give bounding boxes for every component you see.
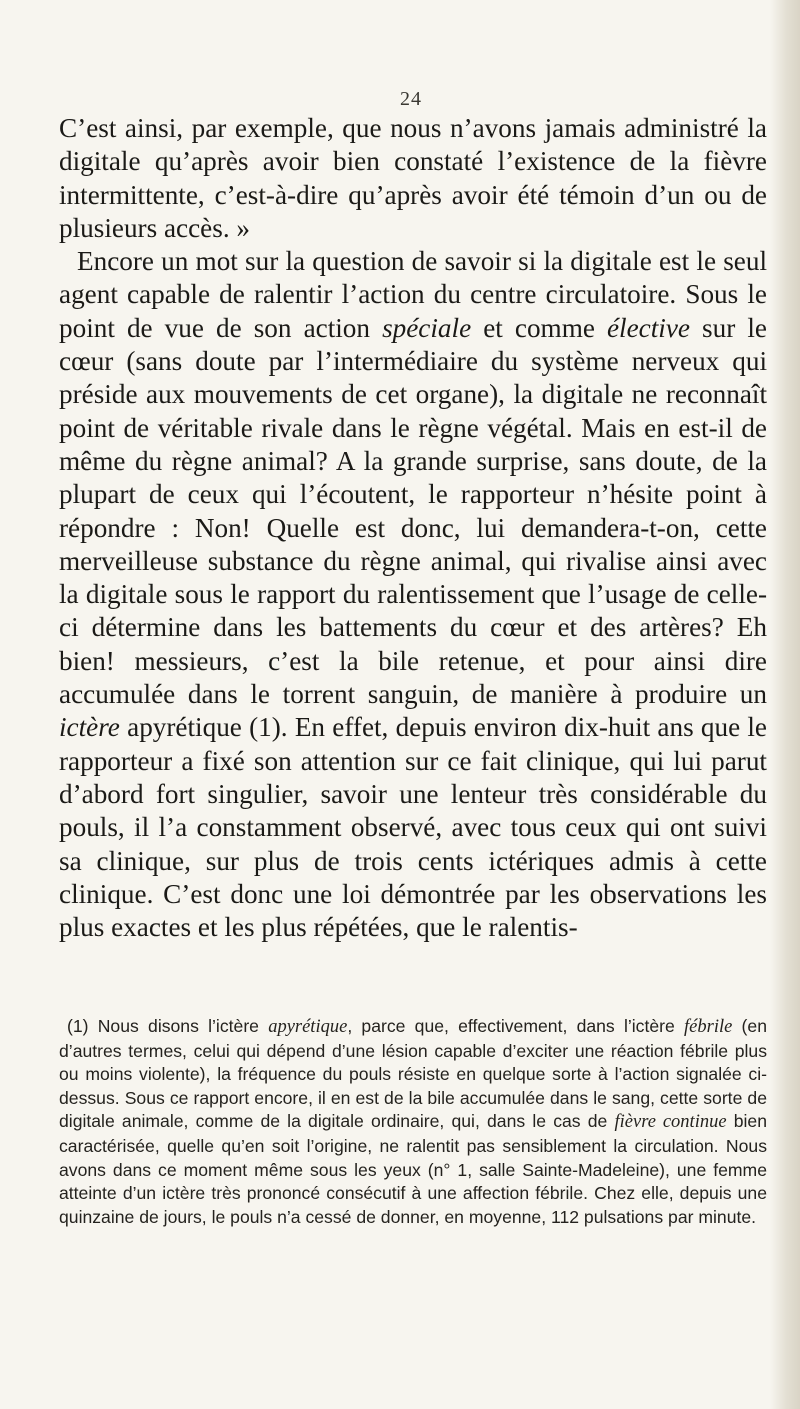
- italic-term: apyrétique: [268, 1017, 348, 1037]
- footnote-text: bien caractérisée, quelle qu’en soit l’origine, ne ralentit pas sensiblement la circulation. Nous avons dans ce moment même sous les yeux (n° 1, salle Sainte-Madeleine), une femme atteinte d’un ictère très prononcé consécutif à une affection fébrile. Chez elle, depuis une quinzaine de jours, le pouls n’a cessé de donner, en moyenne, 112 pulsations par minute.: [59, 1111, 767, 1227]
- paragraph-2: [59, 245, 767, 944]
- paragraph-2-text: Encore un mot sur la question de savoir si la digitale est le seul agent capable de ralentir l’action du centre circulatoire. Sous le point de vue de son action: [59, 246, 767, 343]
- footnote-text: , parce que, effectivement, dans l’ictère: [347, 1016, 685, 1036]
- italic-term: fébrile: [684, 1017, 733, 1037]
- page-edge-shadow: [770, 0, 800, 1409]
- paragraph-2-text: et comme: [471, 312, 607, 343]
- footnote: [59, 1015, 767, 1229]
- footnote-text: (en d’autres termes, celui qui dépend d’une lésion capable d’exciter une réaction fébrile plus ou moins violente), la fréquence du pouls résiste en quelque sorte à l’action signalée ci-dessus. Sous ce rapport encore, il en est de la bile accumulée dans le sang, cette sorte de digitale animale, comme de la digitale ordinaire, qui, dans le cas de: [59, 1016, 767, 1132]
- page-number: 24: [400, 88, 422, 110]
- paragraph-2-text: sur le cœur (sans doute par l’intermédiaire du système nerveux qui préside aux mouvements de cet organe), la digitale ne reconnaît point de véritable rivale dans le règne végétal. Mais en est-il de même du règne animal? A la grande surprise, sans doute, de la plupart de ceux qui l’écoutent, le rapporteur n’hésite point à répondre : Non! Quelle est donc, lui demandera-t-on, cette merveilleuse substance du règne animal, qui rivalise ainsi avec la digitale sous le rapport du ralentissement que l’usage de celle-ci détermine dans les battements du cœur et des artères? Eh bien! messieurs, c’est la bile retenue, et pour ainsi dire accumulée dans le torrent sanguin, de manière à produire un: [59, 312, 767, 710]
- paragraph-1: C’est ainsi, par exemple, que nous n’avons jamais administré la digitale qu’après avoir bien constaté l’existence de la fièvre intermittente, c’est-à-dire qu’après avoir été témoin d’un ou de plusieurs accès. »: [59, 113, 767, 243]
- paragraph-2-text: apyrétique (1). En effet, depuis environ dix-huit ans que le rapporteur a fixé son attention sur ce fait clinique, qui lui parut d’abord fort singulier, savoir une lenteur très considérable du pouls, il l’a constamment observé, avec tous ceux qui ont suivi sa clinique, sur plus de trois cents ictériques admis à cette clinique. C’est donc une loi démontrée par les observations les plus exactes et les plus répétées, que le ralentis-: [59, 712, 767, 943]
- italic-term: spéciale: [382, 312, 472, 343]
- italic-term: fièvre continue: [614, 1112, 727, 1133]
- italic-term: élective: [606, 312, 690, 343]
- main-text: [59, 112, 767, 944]
- footnote-text: (1) Nous disons l’ictère: [67, 1016, 269, 1036]
- italic-term: ictère: [59, 712, 120, 743]
- footnote-paragraph: [59, 1015, 767, 1229]
